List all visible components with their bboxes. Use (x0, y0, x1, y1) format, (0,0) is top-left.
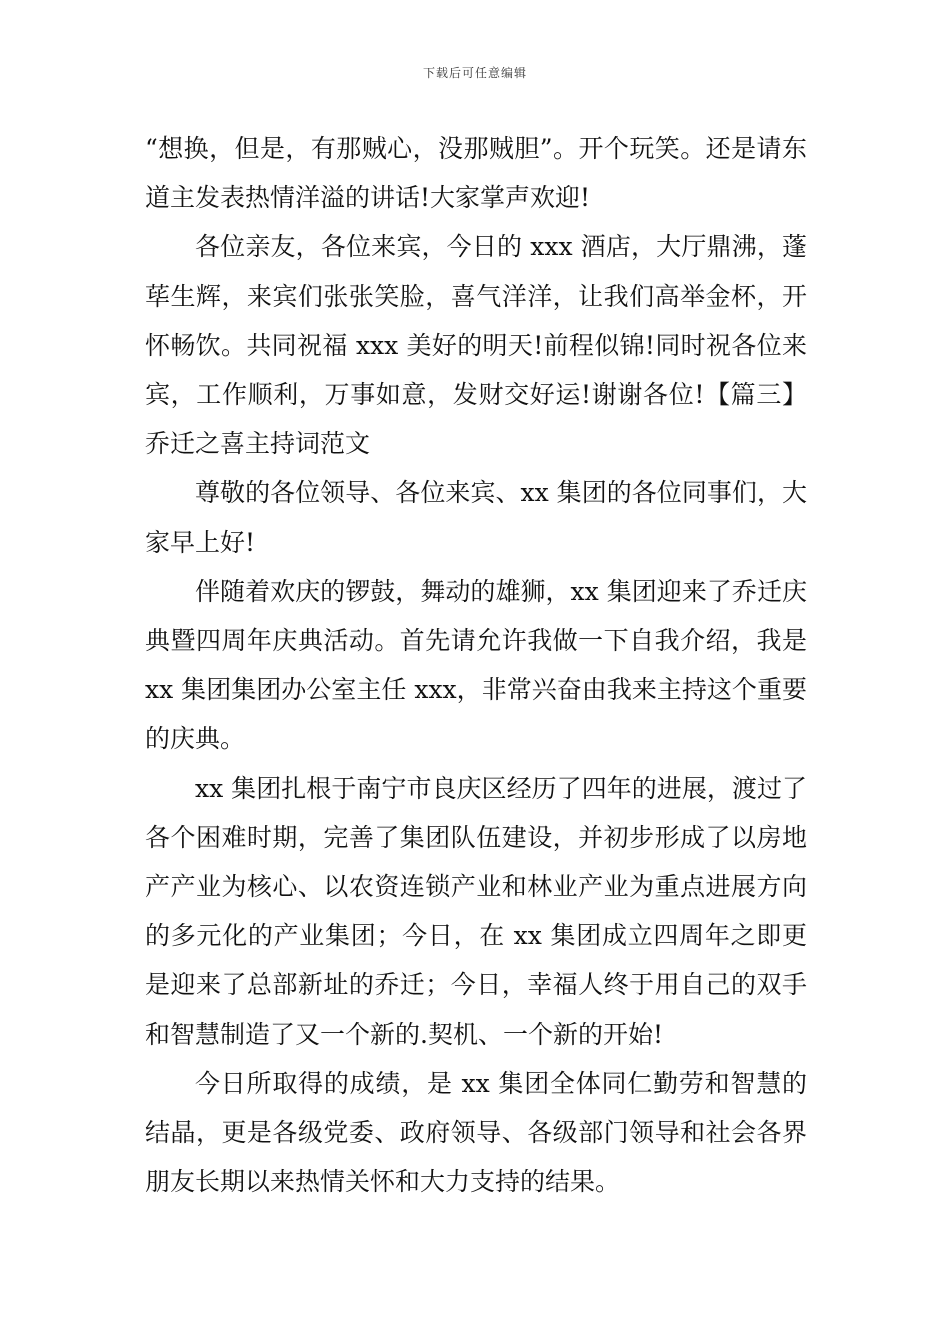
paragraph-2: 各位亲友，各位来宾，今日的 xxx 酒店，大厅鼎沸，蓬荜生辉，来宾们张张笑脸，喜气洋洋，让我们高举金杯，开怀畅饮。共同祝福 xxx 美好的明天!前程似锦!同时祝各位来宾，工作顺利，万事如意，发财交好运!谢谢各位!【篇三】乔迁之喜主持词范文 (145, 232, 807, 459)
paragraph-3: 尊敬的各位领导、各位来宾、xx 集团的各位同事们，大家早上好! (145, 478, 807, 557)
paragraph-6: 今日所取得的成绩，是 xx 集团全体同仁勤劳和智慧的结晶，更是各级党委、政府领导、各级部门领导和社会各界朋友长期以来热情关怀和大力支持的结果。 (145, 1068, 807, 1197)
paragraph-1: “想换，但是，有那贼心，没那贼胆”。开个玩笑。还是请东道主发表热情洋溢的讲话!大家掌声欢迎! (145, 134, 807, 213)
document-body (145, 124, 807, 1206)
paragraph-5: xx 集团扎根于南宁市良庆区经历了四年的进展，渡过了各个困难时期，完善了集团队伍建设，并初步形成了以房地产产业为核心、以农资连锁产业和林业产业为重点进展方向的多元化的产业集团；今日，在 xx 集团成立四周年之即更是迎来了总部新址的乔迁；今日，幸福人终于用自己的双手和智慧制造了又一个新的.契机、一个新的开始! (145, 773, 807, 1049)
page-header-note: 下载后可任意编辑 (422, 66, 527, 80)
paragraph-4: 伴随着欢庆的锣鼓，舞动的雄狮，xx 集团迎来了乔迁庆典暨四周年庆典活动。首先请允许我做一下自我介绍，我是 xx 集团集团办公室主任 xxx，非常兴奋由我来主持这个重要的庆典。 (145, 576, 807, 754)
